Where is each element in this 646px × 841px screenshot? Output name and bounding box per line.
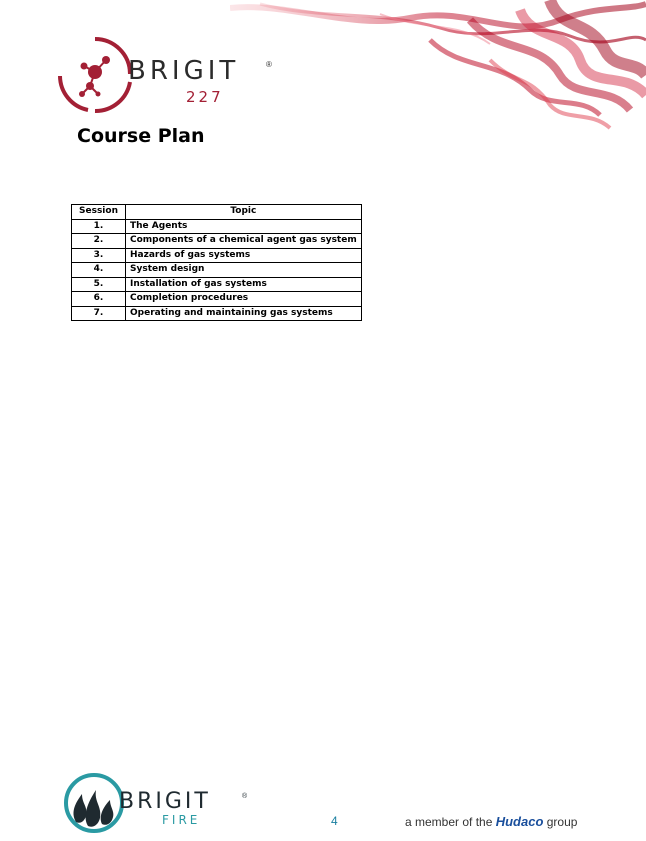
brigit-fire-logo — [64, 772, 264, 832]
table-header-row — [72, 205, 362, 220]
brand-number: 227 — [186, 88, 224, 106]
table-row — [72, 234, 362, 249]
topic-column-header: Topic — [126, 205, 362, 220]
hudaco-logo-text: Hudaco — [495, 814, 544, 829]
flame-icon — [64, 772, 124, 834]
table-row — [72, 277, 362, 292]
brand-name: BRIGIT — [128, 56, 240, 86]
session-number: 5. — [72, 277, 126, 292]
session-number: 6. — [72, 292, 126, 307]
brand-name: BRIGIT — [119, 789, 211, 814]
registered-mark: ® — [266, 60, 272, 69]
session-number: 1. — [72, 219, 126, 234]
session-number: 7. — [72, 306, 126, 321]
course-plan-table — [71, 204, 362, 321]
session-number: 4. — [72, 263, 126, 278]
table-row — [72, 248, 362, 263]
registered-mark: ® — [242, 793, 248, 800]
session-topic: The Agents — [126, 219, 362, 234]
table-row — [72, 219, 362, 234]
page-number: 4 — [331, 814, 338, 828]
brand-subtitle: FIRE — [162, 813, 201, 827]
table-row — [72, 263, 362, 278]
session-column-header: Session — [72, 205, 126, 220]
member-tagline — [405, 814, 577, 829]
session-topic: Hazards of gas systems — [126, 248, 362, 263]
brigit-227-logo — [58, 36, 288, 116]
session-number: 2. — [72, 234, 126, 249]
page-title: Course Plan — [77, 125, 205, 147]
session-topic: Operating and maintaining gas systems — [126, 306, 362, 321]
table-row — [72, 292, 362, 307]
red-smoke-graphic — [230, 0, 646, 130]
table-row — [72, 306, 362, 321]
session-topic: Completion procedures — [126, 292, 362, 307]
session-number: 3. — [72, 248, 126, 263]
session-topic: Installation of gas systems — [126, 277, 362, 292]
member-suffix: group — [546, 815, 578, 829]
session-topic: System design — [126, 263, 362, 278]
session-topic: Components of a chemical agent gas system — [126, 234, 362, 249]
molecule-icon — [58, 36, 132, 114]
member-prefix: a member of the — [405, 815, 493, 829]
